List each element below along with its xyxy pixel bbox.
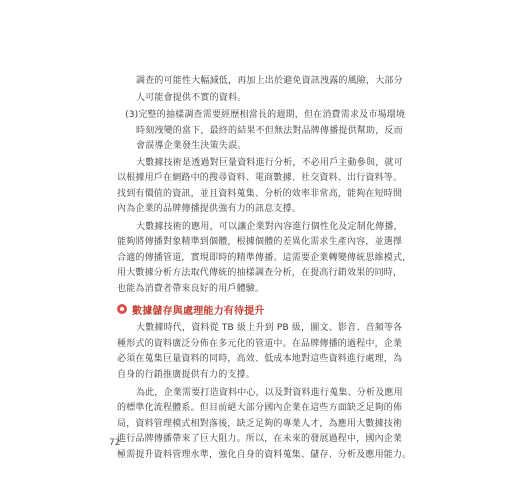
text-line: 極需提升資料管理水準，強化自身的資料蒐集、儲存、分析及應用能力。	[117, 450, 412, 460]
text-line: 局，資料管理模式相對落後，缺乏足夠的專業人才，為應用大數據技術	[117, 419, 403, 429]
text-line: (3)完整的抽樣調查需要經歷相當長的週期，但在消費需求及市場環境	[125, 110, 406, 120]
text-line: 找到有價值的資訊，並且資料蒐集、分析的效率非常高，能夠在短時間	[117, 189, 403, 199]
text-line: 大數據技術的應用，可以讓企業對內容進行個性化及定制化傳播，	[136, 222, 403, 232]
page-number: 72	[109, 438, 121, 448]
text-line: 進行品牌傳播帶來了巨大阻力。所以，在未來的發展過程中，國內企業	[117, 434, 403, 444]
text-line: 調查的可能性大幅減低，再加上出於避免資訊洩露的風險，大部分	[136, 76, 403, 86]
circle-bullet-icon	[117, 304, 127, 314]
text-line: 用大數據分析方法取代傳統的抽樣調查分析，在提高行銷效果的同時，	[117, 268, 403, 278]
text-line: 的標準化流程體系。但目前絕大部分國內企業在這些方面缺乏足夠的佈	[117, 403, 403, 413]
text-line: 自身的行銷推廣提供有力的支撐。	[117, 370, 256, 380]
text-line: 以根據用戶在網路中的搜尋資料、電商數據、社交資料、出行資料等。	[117, 173, 403, 183]
text-line: 時刻洩變的當下，最終的結果不但無法對品牌傳播提供幫助，反而	[136, 126, 403, 136]
section-heading	[117, 302, 265, 316]
text-line: 合適的傳播管道，實現即時的精準傳播。這需要企業轉變傳統思維模式，	[117, 253, 412, 263]
text-line: 人可能會提供不實的資料。	[136, 93, 247, 103]
text-line: 也能為消費者帶來良好的用戶體驗。	[117, 284, 265, 294]
text-line: 必須在蒐集巨量資料的同時，高效、低成本地對這些資料進行處理，為	[117, 354, 403, 364]
text-line: 內為企業的品牌傳播提供強有力的訊息支撐。	[117, 204, 302, 214]
text-line: 種形式的資料廣泛分佈在多元化的管道中。在品牌傳播的過程中，企業	[117, 339, 403, 349]
text-line: 會誤導企業發生決策失誤。	[136, 141, 247, 151]
text-line: 能夠將傳播對象精準到個體，根據個體的差異化需求生產內容，並選擇	[117, 237, 403, 247]
text-line: 大數據時代，資料從 TB 級上升到 PB 級，圖文、影音、音頻等各	[136, 323, 403, 333]
section-heading-text: 數據儲存與處理能力有待提升	[132, 305, 265, 317]
text-line: 大數據技術是透過對巨量資料進行分析，不必用戶主動參與，就可	[136, 158, 403, 168]
text-line: 為此，企業需要打造資料中心，以及對資料進行蒐集、分析及應用	[136, 388, 403, 398]
